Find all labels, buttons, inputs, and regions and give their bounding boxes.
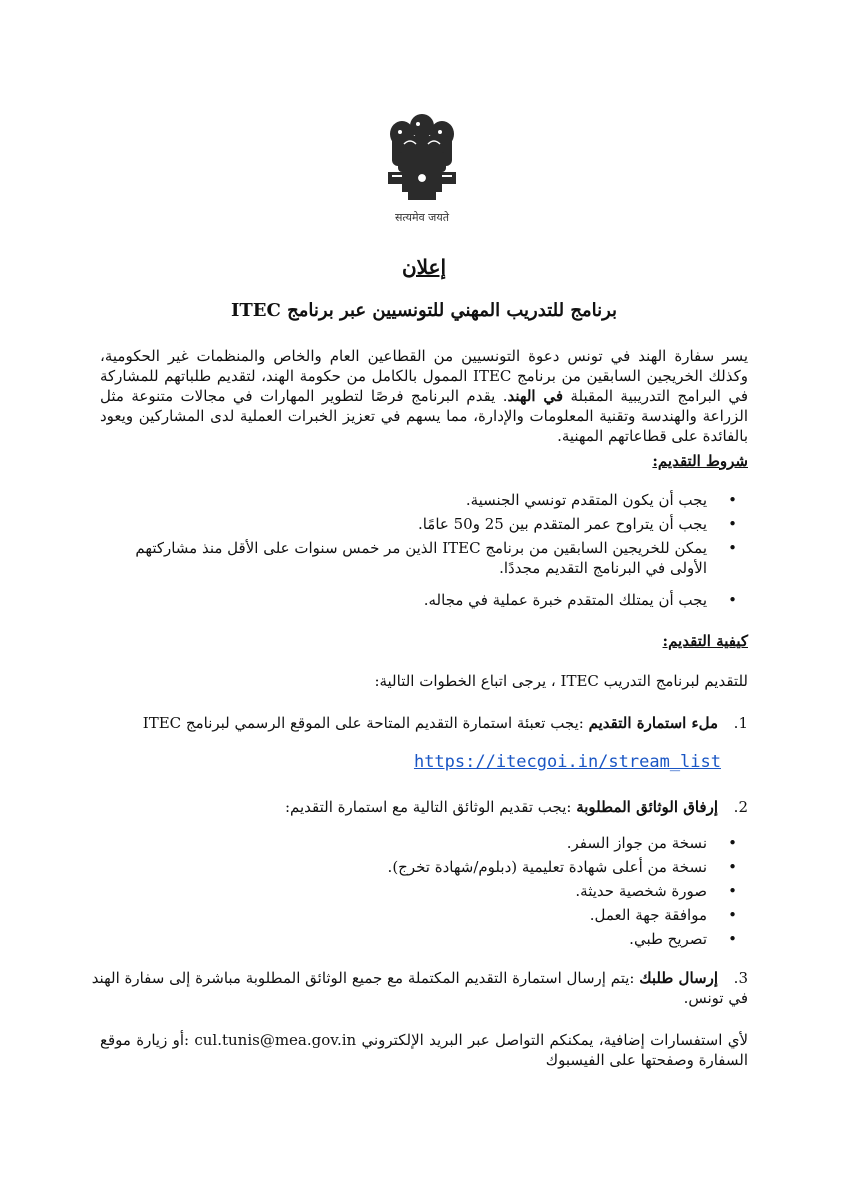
list-item: • تصريح طبي.: [123, 929, 743, 949]
step-text: :يجب تقديم الوثائق التالية مع استمارة التقديم:: [284, 798, 577, 816]
list-item: • يجب أن يمتلك المتقدم خبرة عملية في مجاله.: [123, 590, 743, 610]
step-number: 1.: [733, 714, 748, 732]
itec-link[interactable]: https://itecgoi.in/stream_list: [413, 752, 721, 772]
page-title: برنامج للتدريب المهني للتونسيين عبر برنامج ITEC: [230, 300, 618, 321]
intro-paragraph: [100, 346, 748, 446]
how-intro: للتقديم لبرنامج التدريب ITEC ، يرجى اتباع الخطوات التالية:: [374, 672, 748, 690]
conditions-heading: شروط التقديم:: [652, 452, 748, 470]
step-number: 2.: [733, 798, 748, 816]
emblem-motto: सत्यमेव जयते: [394, 211, 449, 224]
step-1: [88, 713, 748, 733]
list-item: • موافقة جهة العمل.: [123, 905, 743, 925]
step-number: 3.: [733, 969, 748, 987]
step-text: :يجب تعبئة استمارة التقديم المتاحة على الموقع الرسمي لبرنامج ITEC: [142, 714, 589, 732]
step-title: إرفاق الوثائق المطلوبة: [576, 798, 718, 816]
ashoka-lion-emblem-icon: [378, 112, 466, 216]
how-heading: كيفية التقديم:: [662, 632, 748, 650]
list-item: • نسخة من جواز السفر.: [123, 833, 743, 853]
announcement-heading: إعلان: [401, 255, 447, 279]
list-item: • يمكن للخريجين السابقين من برنامج ITEC الذين مر خمس سنوات على الأقل منذ مشاركتهم الأولى في البرنامج التقديم مجددًا.: [123, 538, 743, 578]
step-title: ملء استمارة التقديم: [588, 714, 718, 732]
step-text: :يتم إرسال استمارة التقديم المكتملة مع جميع الوثائق المطلوبة مباشرة إلى سفارة الهند في تونس.: [91, 969, 748, 1007]
step-3: [88, 968, 748, 1008]
conditions-list: [123, 490, 743, 614]
list-item: • يجب أن يكون المتقدم تونسي الجنسية.: [123, 490, 743, 510]
intro-text-1: يسر سفارة الهند في تونس دعوة التونسيين من القطاعين العام والخاص والمنظمات غير الحكومية، وكذلك الخريجين السابقين من برنامج ITEC الممول بالكامل من حكومة الهند، لتقديم طلباتهم للمشاركة في البرامج التدريبية المقبلة: [100, 347, 748, 405]
list-item: • يجب أن يتراوح عمر المتقدم بين 25 و50 عامًا.: [123, 514, 743, 534]
list-item: • صورة شخصية حديثة.: [123, 881, 743, 901]
intro-bold: في الهند: [507, 387, 564, 405]
documents-list: [123, 833, 743, 953]
list-item: • نسخة من أعلى شهادة تعليمية (دبلوم/شهادة تخرج).: [123, 857, 743, 877]
step-2: [88, 797, 748, 817]
step-title: إرسال طلبك: [639, 969, 718, 987]
intro-text-2: . يقدم البرنامج فرصًا لتطوير المهارات في مجالات متنوعة مثل الزراعة والهندسة وتقنية المعلومات والإدارة، مما يسهم في تعزيز الخبرات العملية لدى المشاركين ويعود بالفائدة على قطاعاتهم المهنية.: [100, 387, 748, 445]
contact-paragraph: لأي استفسارات إضافية، يمكنكم التواصل عبر البريد الإلكتروني cul.tunis@mea.gov.in :أو زيارة موقع السفارة وصفحتها على الفيسبوك: [100, 1031, 748, 1069]
